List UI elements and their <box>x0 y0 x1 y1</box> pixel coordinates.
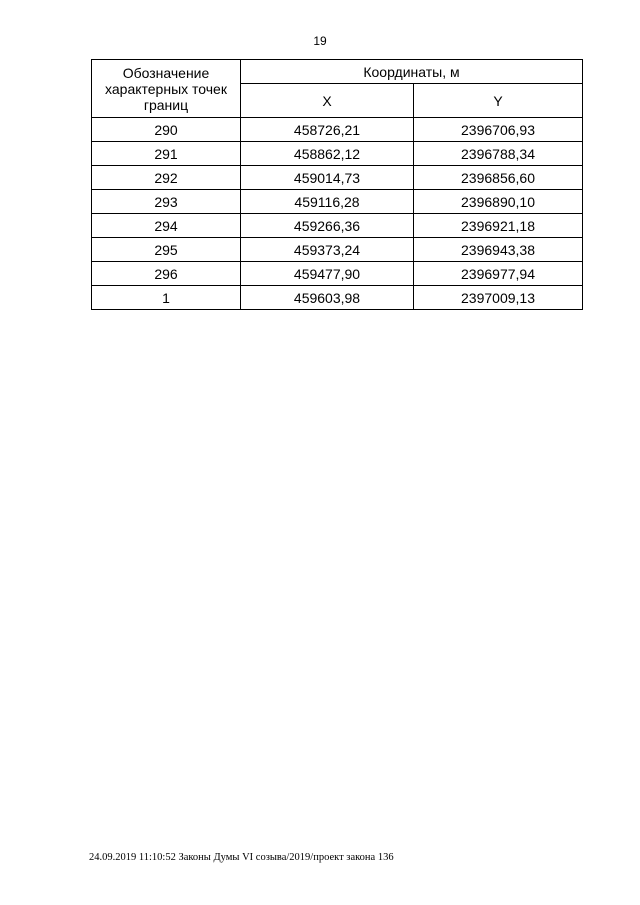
x-cell: 458862,12 <box>241 142 414 166</box>
point-cell: 292 <box>92 166 241 190</box>
x-cell: 459014,73 <box>241 166 414 190</box>
y-cell: 2396890,10 <box>414 190 583 214</box>
header-point-designation: Обозначение характерных точек границ <box>92 60 241 118</box>
y-cell: 2397009,13 <box>414 286 583 310</box>
table-body <box>92 118 583 310</box>
y-cell: 2396943,38 <box>414 238 583 262</box>
table-row <box>92 166 583 190</box>
point-cell: 291 <box>92 142 241 166</box>
point-cell: 293 <box>92 190 241 214</box>
x-cell: 459373,24 <box>241 238 414 262</box>
point-cell: 1 <box>92 286 241 310</box>
y-cell: 2396856,60 <box>414 166 583 190</box>
y-cell: 2396921,18 <box>414 214 583 238</box>
x-cell: 459477,90 <box>241 262 414 286</box>
coordinates-table <box>91 59 583 310</box>
header-x: X <box>241 84 414 118</box>
table-row <box>92 142 583 166</box>
header-coordinates: Координаты, м <box>241 60 583 84</box>
point-cell: 294 <box>92 214 241 238</box>
point-cell: 295 <box>92 238 241 262</box>
y-cell: 2396977,94 <box>414 262 583 286</box>
x-cell: 459603,98 <box>241 286 414 310</box>
document-footer: 24.09.2019 11:10:52 Законы Думы VI созыва/2019/проект закона 136 <box>89 852 394 863</box>
table-row <box>92 214 583 238</box>
header-y: Y <box>414 84 583 118</box>
x-cell: 459116,28 <box>241 190 414 214</box>
table-row <box>92 118 583 142</box>
y-cell: 2396788,34 <box>414 142 583 166</box>
y-cell: 2396706,93 <box>414 118 583 142</box>
point-cell: 290 <box>92 118 241 142</box>
page-number: 19 <box>313 34 327 48</box>
table-row <box>92 190 583 214</box>
x-cell: 459266,36 <box>241 214 414 238</box>
table-row <box>92 262 583 286</box>
point-cell: 296 <box>92 262 241 286</box>
x-cell: 458726,21 <box>241 118 414 142</box>
table-header <box>92 60 583 118</box>
table-row <box>92 238 583 262</box>
table-row <box>92 286 583 310</box>
